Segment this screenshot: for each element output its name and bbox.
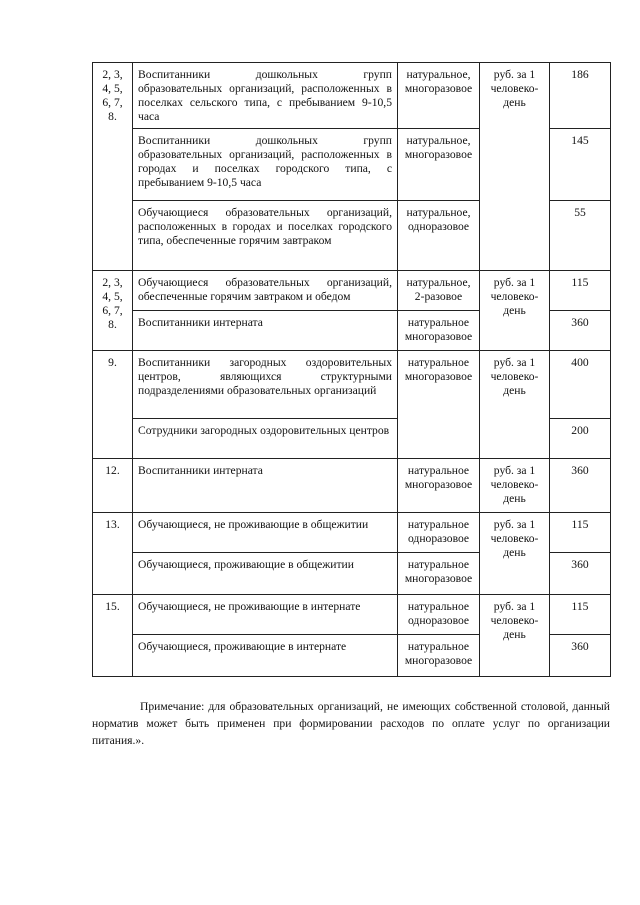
description-cell: Воспитанники загородных оздоровительных центров, являющихся структурными подразделениями образовательных организаций — [133, 351, 398, 419]
description-cell: Обучающиеся образовательных организаций, расположенных в городах и поселках городского типа, обеспеченные горячим завтраком — [133, 201, 398, 271]
value-cell: 200 — [550, 419, 611, 459]
value-cell: 115 — [550, 271, 611, 311]
description-cell: Обучающиеся образовательных организаций, обеспеченные горячим завтраком и обедом — [133, 271, 398, 311]
meal-type-cell: натуральное, одноразовое — [398, 201, 480, 271]
meal-type-cell: натуральное многоразовое — [398, 351, 480, 459]
description-cell: Воспитанники интерната — [133, 459, 398, 513]
group-number-cell: 13. — [93, 513, 133, 595]
unit-cell: руб. за 1 человеко-день — [480, 513, 550, 595]
meal-type-cell: натуральное одноразовое — [398, 595, 480, 635]
table-row — [93, 271, 611, 311]
group-number-cell: 12. — [93, 459, 133, 513]
description-cell: Воспитанники интерната — [133, 311, 398, 351]
table-row — [93, 63, 611, 129]
description-cell: Обучающиеся, проживающие в общежитии — [133, 553, 398, 595]
norms-table — [92, 62, 611, 677]
value-cell: 115 — [550, 513, 611, 553]
table-row — [93, 595, 611, 635]
meal-type-cell: натуральное многоразовое — [398, 459, 480, 513]
value-cell: 360 — [550, 459, 611, 513]
value-cell: 400 — [550, 351, 611, 419]
meal-type-cell: натуральное одноразовое — [398, 513, 480, 553]
table-row — [93, 513, 611, 553]
description-cell: Обучающиеся, проживающие в интернате — [133, 635, 398, 677]
value-cell: 115 — [550, 595, 611, 635]
group-number-cell: 2, 3, 4, 5, 6, 7, 8. — [93, 271, 133, 351]
unit-cell: руб. за 1 человеко-день — [480, 459, 550, 513]
meal-type-cell: натуральное многоразовое — [398, 553, 480, 595]
value-cell: 360 — [550, 635, 611, 677]
table-row — [93, 351, 611, 419]
table-row — [93, 459, 611, 513]
meal-type-cell: натуральное, многоразовое — [398, 63, 480, 129]
footnote-paragraph: Примечание: для образовательных организаций, не имеющих собственной столовой, данный норматив может быть применен при формировании расходов по оплате услуг по организации питания.». — [92, 700, 610, 747]
group-number-cell: 2, 3, 4, 5, 6, 7, 8. — [93, 63, 133, 271]
group-number-cell: 9. — [93, 351, 133, 459]
value-cell: 145 — [550, 129, 611, 201]
description-cell: Обучающиеся, не проживающие в общежитии — [133, 513, 398, 553]
meal-type-cell: натуральное многоразовое — [398, 311, 480, 351]
meal-type-cell: натуральное, 2-разовое — [398, 271, 480, 311]
value-cell: 55 — [550, 201, 611, 271]
description-cell: Воспитанники дошкольных групп образовательных организаций, расположенных в поселках сельского типа, с пребыванием 9-10,5 часа — [133, 63, 398, 129]
description-cell: Сотрудники загородных оздоровительных центров — [133, 419, 398, 459]
value-cell: 186 — [550, 63, 611, 129]
meal-type-cell: натуральное, многоразовое — [398, 129, 480, 201]
description-cell: Воспитанники дошкольных групп образовательных организаций, расположенных в городах и поселках городского типа, с пребыванием 9-10,5 часа — [133, 129, 398, 201]
unit-cell: руб. за 1 человеко-день — [480, 595, 550, 677]
meal-type-cell: натуральное многоразовое — [398, 635, 480, 677]
description-cell: Обучающиеся, не проживающие в интернате — [133, 595, 398, 635]
unit-cell: руб. за 1 человеко-день — [480, 351, 550, 459]
value-cell: 360 — [550, 553, 611, 595]
value-cell: 360 — [550, 311, 611, 351]
unit-cell: руб. за 1 человеко-день — [480, 63, 550, 271]
unit-cell: руб. за 1 человеко-день — [480, 271, 550, 351]
group-number-cell: 15. — [93, 595, 133, 677]
